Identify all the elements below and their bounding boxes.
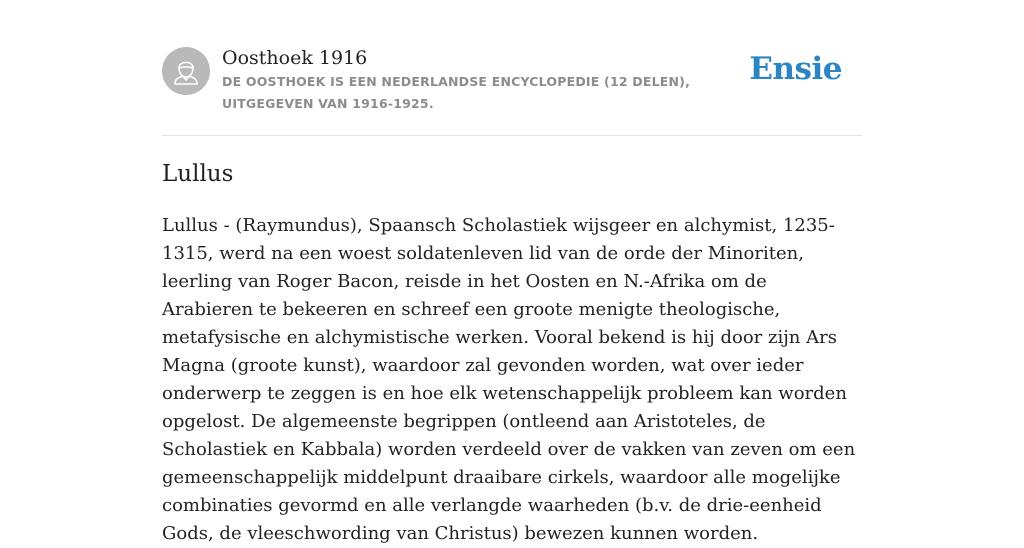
source-description: DE OOSTHOEK IS EEN NEDERLANDSE ENCYCLOPEDIE (12 DELEN), UITGEGEVEN VAN 1916-1925.	[222, 74, 691, 111]
user-icon	[162, 47, 210, 95]
article-title: Lullus	[162, 161, 234, 187]
article-body: Lullus - (Raymundus), Spaansch Scholastiek wijsgeer en alchymist, 1235-1315, werd na een woest soldatenleven lid van de orde der Minoriten, leerling van Roger Bacon, reisde in het Oosten en N.-Afrika om de Arabieren te bekeeren en schreef een groote menigte theologische, metafysische en alchymistische werken. Vooral bekend is hij door zijn Ars Magna (groote kunst), waardoor zal gevonden worden, wat over ieder onderwerp te zeggen is en hoe elk wetenschappelijk probleem kan worden opgelost. De algemeenste begrippen (ontleend aan Aristoteles, de Scholastiek en Kabbala) worden verdeeld over de vakken van zeven om een gemeenschappelijk middelpunt draaibare cirkels, waardoor alle mogelijke combinaties gevormd en alle verlangde waarheden (b.v. de drie-eenheid Gods, de vleeschwording van Christus) bewezen kunnen worden.	[162, 215, 856, 544]
source-info	[222, 45, 762, 115]
header-divider	[162, 135, 862, 136]
avatar[interactable]	[162, 47, 210, 95]
source-title[interactable]: Oosthoek 1916	[222, 47, 368, 69]
ensie-logo[interactable]: Ensie	[749, 51, 842, 87]
source-header	[162, 45, 862, 135]
